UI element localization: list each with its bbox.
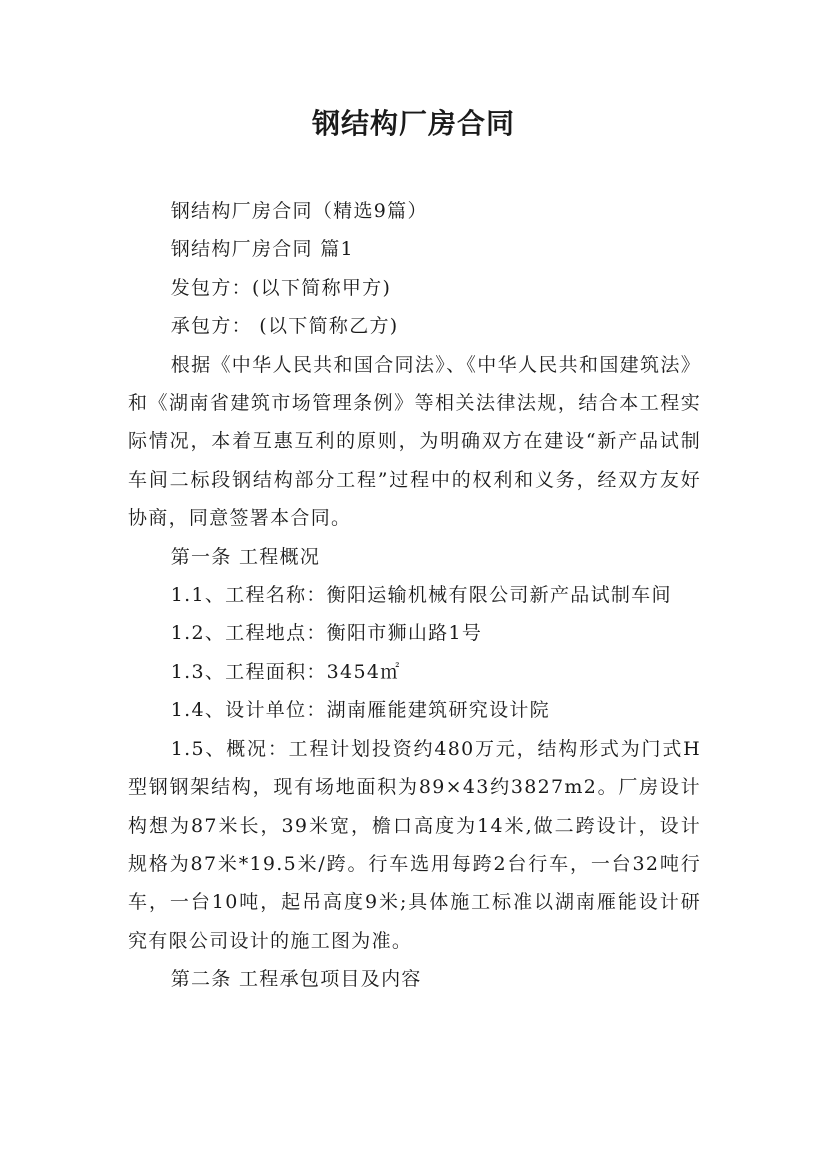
party-a-line: 发包方：(以下简称甲方) [170,276,392,299]
preamble-paragraph: 根据《中华人民共和国合同法》、《中华人民共和国建筑法》和《湖南省建筑市场管理条例》等相关法律法规，结合本工程实际情况，本着互惠互利的原则，为明确双方在建设“新产品试制车间二标段钢结构部分工程”过程中的权利和义务，经双方友好协商，同意签署本合同。 [128,353,701,530]
clause-paragraph: 1.4、设计单位：湖南雁能建筑研究设计院 [170,699,550,722]
clause-paragraph: 1.5、概况：工程计划投资约480万元，结构形式为门式H型钢钢架结构，现有场地面积为89×43约3827m2。厂房设计构想为87米长，39米宽，檐口高度为14米,做二跨设计，设计规格为87米*19.5米/跨。行车选用每跨2台行车，一台32吨行车，一台10吨，起吊高度9米;具体施工标准以湖南雁能设计研究有限公司设计的施工图为准。 [128,737,701,952]
document-body [128,192,701,999]
section-heading: 钢结构厂房合同 篇1 [170,238,354,261]
article-heading: 第二条 工程承包项目及内容 [170,968,422,991]
subtitle-paragraph: 钢结构厂房合同（精选9篇） [170,200,428,222]
clause-paragraph: 1.2、工程地点：衡阳市狮山路1号 [170,622,483,645]
document-title: 钢结构厂房合同 [311,107,515,140]
party-b-line: 承包方： (以下简称乙方) [170,315,399,338]
clause-paragraph: 1.1、工程名称：衡阳运输机械有限公司新产品试制车间 [170,584,672,607]
article-heading: 第一条 工程概况 [170,545,321,568]
clause-paragraph: 1.3、工程面积：3454㎡ [170,660,401,683]
